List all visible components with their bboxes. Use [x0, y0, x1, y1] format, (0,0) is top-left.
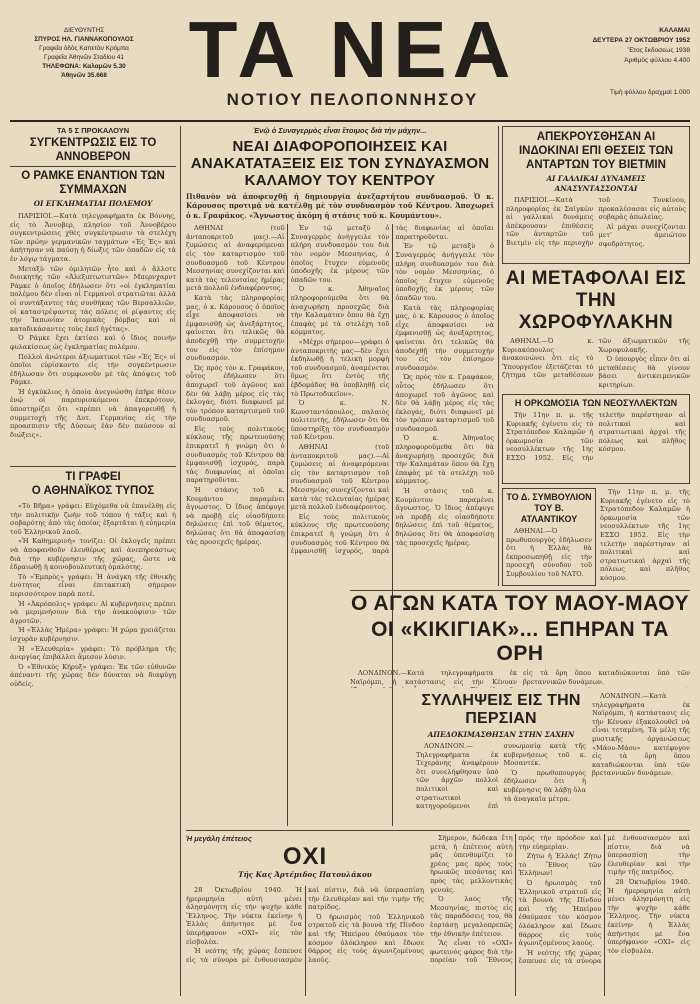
paragraph: Ὁ ὑπουργὸς εἶπεν ὅτι αἱ μεταθέσεις θὰ γίνουν βάσει ἀντικειμενικῶν κριτηρίων.	[598, 355, 690, 389]
article-body	[10, 502, 176, 688]
article-body	[10, 212, 176, 439]
paragraph: Ἡ νεότης τῆς χώρας ἔσπευσε εἰς τὰ σύνορα μὲ ἐνθουσιασμὸν καὶ πίστιν, διὰ νὰ ὑπερασπίσῃ τὴν ἐλευθερίαν καὶ τὴν τιμὴν τῆς πατρίδος.	[518, 834, 690, 966]
paragraph: Μεταξὺ τῶν ὁμιλητῶν ἦτο καὶ ὁ ἄλλοτε διοικητὴς τῶν «Ἀλεξιπτωτιστῶν» Μπερνχαρντ Ράμκε ὁ ὁποῖος ἐδήλωσεν ὅτι «οἱ ἐγκληματίαι πολέμου δὲν εἶναι οἱ Γερμανοὶ στρατιῶται ἀλλὰ οἱ συντάξαντες τὰς συνθήκας τῶν Βερσαλλιῶν, οἱ καταστρέψαντες τὰς πόλεις οἱ ρίψαντες εἰς τὴν Ἰαπωνίαν ἀτομικὰς βόμβας καὶ οἱ καταδικάσαντες τοὺς ἐκεῖ ἡγέτας».	[10, 264, 176, 333]
masthead-right-line: ΔΕΥΤΕΡΑ 27 ΟΚΤΩΒΡΙΟΥ 1952	[592, 37, 690, 44]
paragraph: Τὴν 11ην π. μ. τῆς Κυριακῆς ἐγένετο εἰς τὸ Στρατόπεδον Καλαμῶν ἡ ὁρκωμοσία τῶν νεοσυλλέκτων τῆς 1ης ΕΣΣΟ 1952. Εἰς τὴν τελετὴν παρέστησαν αἱ πολιτικαὶ καὶ στρατιωτικαὶ ἀρχαὶ τῆς πόλεως καὶ πλῆθος κόσμου.	[600, 488, 690, 582]
article-subheadline: ΑΠΕΔΟΚΙΜΑΣΘΗΣΑΝ ΣΤΗΝ ΣΑΧΗΝ	[427, 730, 575, 739]
paragraph: Ὁ κ. Ἀθηναῖος πληροφορούμεθα ὅτι θὰ ἀναχωρήσῃ προσεχῶς διὰ τὴν Καλαμάταν ὅπου θὰ ἔχῃ ἐπαφὰς μὲ τὰ στελέχη τοῦ κόμματος.	[290, 285, 390, 337]
divider	[10, 466, 176, 467]
paragraph: ΛΟΝΔΙΝΟΝ.—Τηλεγραφήματα ἐκ Τεχεράνης ἀναφέρουν ὅτι συνελήφθησαν ὑπὸ τῶν ἀρχῶν πολλοὶ πολιτικοὶ καὶ στρατιωτικοὶ κατηγορούμενοι ἐπὶ συνωμοσίᾳ κατὰ τῆς κυβερνήσεως τοῦ κ. Μοσαντέκ.	[416, 742, 586, 811]
article-byline: Τῆς Κας Ἀρτέμιδος Πατουλάκου	[238, 870, 372, 879]
paragraph: ΑΘΗΝΑΙ (τοῦ ἀνταποκριτοῦ μας).—Αἱ ζυμώσεις αἱ ἀναφερόμεναι εἰς τὸν καταρτισμὸν τοῦ συνδυασμοῦ τοῦ Κέντρου Μεσσηνίας συνεχίζονται καὶ κατὰ τὰς τελευταίας ἡμέρας μετὰ πολλοῦ ἐνδιαφέροντος.	[186, 224, 285, 293]
column-1-press-review	[10, 470, 176, 996]
column-1-article	[10, 126, 176, 462]
paragraph: ΑΘΗΝΑΙ (τοῦ ἀνταποκριτοῦ μας).—Αἱ ζυμώσεις αἱ ἀναφερόμεναι εἰς τὸν καταρτισμὸν τοῦ συνδυασμοῦ τοῦ Κέντρου Μεσσηνίας συνεχίζονται καὶ κατὰ τὰς τελευταίας ἡμέρας μετὰ πολλοῦ ἐνδιαφέροντος.	[290, 443, 390, 512]
paragraph: 28 Ὀκτωβρίου 1940. Ἡ ἡμερομηνία αὐτὴ μένει ἀλησμόνητη εἰς τὴν ψυχὴν κάθε Ἕλληνος. Τὴν νύκτα ἐκείνην ἡ Ἑλλὰς ἀπήντησε μὲ ἕνα ὑπερήφανον «ΟΧΙ» εἰς τὸν εἰσβολέα.	[186, 886, 302, 946]
masthead-left-line: Ἀθηνῶν 35.668	[61, 72, 107, 79]
article-body	[350, 669, 690, 688]
article-kicker: Ἡ μεγάλη ἐπέτειος	[186, 834, 252, 843]
masthead-rule	[10, 120, 690, 122]
column-rule	[498, 126, 499, 586]
paragraph: Πολλοὶ ἀνώτεροι ἀξιωματικοὶ τῶν «Ἐς Ἐς» οἱ ὁποῖοι εὑρίσκοντο εἰς τὴν συγκέντρωσιν ἐδήλωσαν ὅτι συμφωνοῦν μὲ τὰς ἀπόψεις τοῦ Ράμκε.	[10, 352, 176, 387]
paragraph: Ὁ «Ἐθνικὸς Κήρυξ» γράφει: Ἐκ τῶν εὐθυνῶν ἀπέναντι τῆς χώρας δὲν δύναται νὰ διαφύγῃ οὐδείς.	[10, 662, 176, 688]
paragraph: Ὁ κ. Ν. Κωνσταντόπουλος, παλαιὸς πολιτευτής, ἐδήλωσεν ὅτι θὰ ὑποστηρίξῃ τὸν συνδυασμὸν τοῦ Κέντρου.	[290, 399, 390, 442]
paragraph: Ὡς πρὸς τὸν κ. Γραφάκον, οὗτος ἐδήλωσεν ὅτι ἀποχωρεῖ τοῦ ἀγῶνος καὶ δὲν θὰ λάβῃ μέρος εἰς τὰς ἐκλογάς, διότι διαφωνεῖ μὲ τὸν τρόπον καταρτισμοῦ τοῦ συνδυασμοῦ.	[395, 373, 494, 433]
paragraph: Ἡ στάσις τοῦ κ. Κουμάντου παραμένει ἄγνωστος. Ὁ ἴδιος ἀπέφυγε νὰ προβῇ εἰς οἱασδήποτε δηλώσεις ἐπὶ τοῦ θέματος, δηλώσας ὅτι θὰ ἀποφασίσῃ τὰς προσεχεῖς ἡμέρας.	[395, 487, 494, 547]
article-headline: ΟΙ «ΚΙΚΙΓΙΑΚ»... ΕΠΗΡΑΝ ΤΑ ΟΡΗ	[371, 618, 669, 665]
paragraph: Ὁ λαὸς τῆς Μεσσηνίας, πιστὸς εἰς τὰς παραδόσεις του, θὰ ἑορτάσῃ μεγαλοπρεπῶς τὴν ἐθνικὴν ἐπέτειον.	[430, 895, 513, 938]
paragraph: Κατὰ τὰς πληροφορίας μας, ὁ κ. Κάρουσος ὁ ὁποῖος εἶχε ἀποφασίσει νὰ ἐμφανισθῇ ὡς ἀνεξάρτητος, φαίνεται ὅτι τελικῶς θὰ ἀποδεχθῇ τὴν συμμετοχήν του εἰς τὸν ἐπίσημον συνδυασμόν.	[395, 303, 494, 372]
paragraph: Κατὰ τὰς πληροφορίας μας, ὁ κ. Κάρουσος ὁ ὁποῖος εἶχε ἀποφασίσει νὰ ἐμφανισθῇ ὡς ἀνεξάρτητος, φαίνεται ὅτι τελικῶς θὰ ἀποδεχθῇ τὴν συμμετοχήν του εἰς τὸν ἐπίσημον συνδυασμόν.	[186, 293, 285, 363]
article-body	[502, 337, 690, 390]
masthead-left-info	[10, 26, 158, 80]
paragraph: Ὁ ἡρωισμὸς τοῦ Ἑλληνικοῦ στρατοῦ εἰς τὰ βουνὰ τῆς Πίνδου καὶ τῆς Ἠπείρου ἐθαύμασε τὸν κόσμον ὁλόκληρον καὶ ἔδωσε θάρρος εἰς τοὺς ἀγωνιζομένους λαούς.	[308, 912, 424, 964]
article-body	[506, 527, 592, 579]
divider	[10, 166, 176, 167]
masthead-left-line: ΔΙΕΥΘΥΝΤΗΣ	[63, 27, 105, 34]
article-headline: Ο ΑΘΗΝΑΪΚΟΣ ΤΥΠΟΣ	[31, 485, 155, 497]
article-lead: Πιθανὸν νὰ ἀποφευχθῇ ἡ δημιουργία ἀνεξαρτήτου συνδυασμοῦ. Ὁ κ. Κάρουσος προτιμᾷ νὰ κατέλθῃ μὲ τὸν συνδυασμὸν τοῦ Κέντρου. Ἀποχωρεῖ ὁ κ. Γραφάκος. «Ἄγνωστος ἀκόμη ἡ στάσις τοῦ κ. Κουμάντου».	[186, 192, 494, 220]
article-subheadline: ΟΙ ΕΓΚΛΗΜΑΤΙΑΙ ΠΟΛΕΜΟΥ	[33, 199, 153, 208]
masthead-left-line: Γραφεῖα Ἀθηνῶν Σταδίου 41	[44, 54, 124, 61]
oath-article	[502, 394, 690, 484]
paragraph: Ἂς εἶναι τὸ «ΟΧΙ» φωτεινὸς φάρος διὰ τὴν πορείαν τοῦ Ἔθνους πρὸς τὴν πρόοδον καὶ τὴν εὐημερίαν.	[430, 834, 602, 965]
article-headline: ΝΕΑΙ ΔΙΑΦΟΡΟΠΟΙΗΣΕΙΣ ΚΑΙ ΑΝΑΚΑΤΑΤΑΞΕΙΣ ΕΙΣ ΤΟΝ ΣΥΝΔΥΑΣΜΟΝ ΚΑΛΑΜΟΥ ΤΟΥ ΚΕΝΤΡΟΥ	[190, 138, 490, 189]
oxi-header	[186, 834, 424, 880]
article-headline: Ο ΡΑΜΚΕ ΕΝΑΝΤΙΟΝ ΤΩΝ ΣΥΜΜΑΧΩΝ	[21, 170, 165, 196]
masthead	[10, 8, 690, 120]
oath-article-continued	[600, 488, 690, 586]
paragraph: Ἐν τῷ μεταξὺ ὁ Συναγερμὸς ἀνήγγειλε τὸν πλήρη συνδυασμόν του διὰ τὸν νομὸν Μεσσηνίας, ὁ ὁποῖος ἔτυχεν εὐμενοῦς ὑποδοχῆς ἐκ μέρους τῶν ὀπαδῶν του.	[290, 224, 390, 284]
newspaper-page	[10, 8, 690, 996]
article-body	[416, 742, 586, 811]
nato-article	[502, 488, 596, 586]
masthead-left-line: Γραφεῖα ὁδὸς Καπετὰν Κρόμπα	[39, 45, 129, 52]
gendarmerie-article	[502, 268, 690, 390]
paragraph: 28 Ὀκτωβρίου 1940. Ἡ ἡμερομηνία αὐτὴ μένει ἀλησμόνητη εἰς τὴν ψυχὴν κάθε Ἕλληνος. Τὴν νύκτα ἐκείνην ἡ Ἑλλὰς ἀπήντησε μὲ ἕνα ὑπερήφανον «ΟΧΙ» εἰς τὸν εἰσβολέα.	[607, 877, 690, 955]
paragraph: Ἡ «Ἀκρόπολις» γράφει: Αἱ κυβερνήσεις πρέπει νὰ μεριμνήσουν διὰ τὴν ἀνακούφισιν τῶν ἀγροτῶν.	[10, 599, 176, 625]
divider	[186, 830, 690, 831]
article-headline: ΑΠΕΚΡΟΥΣΘΗΣΑΝ ΑΙ ΙΝΔΟΚΙΝΑΙ ΕΠΙ ΘΕΣΕΙΣ ΤΩΝ ΑΝΤΑΡΤΩΝ ΤΟΥ ΒΙΕΤΜΙΝ	[518, 131, 674, 171]
oxi-article	[186, 834, 690, 996]
article-body	[506, 411, 686, 463]
newspaper-subtitle: ΝΟΤΙΟΥ ΠΕΛΟΠΟΝΝΗΣΟΥ	[226, 90, 479, 109]
article-subheadline: ΑΙ ΓΑΛΛΙΚΑΙ ΔΥΝΑΜΕΙΣ ΑΝΑΣΥΝΤΑΣΣΟΝΤΑΙ	[546, 174, 646, 193]
paragraph: «Ἡ Καθημερινὴ» τονίζει: Οἱ ἐκλογεῖς πρέπει νὰ ἀποφανθοῦν ἐλευθέρως καὶ ἀνεπηρεάστως διὰ τὴν κυβέρνησιν τῆς χώρας, ὥστε νὰ ἐδραιωθῇ ἡ κοινοβουλευτικὴ ὁμαλότης.	[10, 537, 176, 572]
masthead-left-line: ΤΗΛΕΦΩΝΑ: Καλαμῶν 5.30	[42, 63, 126, 70]
paragraph: Ἡ «Ἑλλὰς Ἡμέρα» γράφει: Ἡ χώρα χρειάζεται ἰσχυρὰν κυβέρνησιν.	[10, 626, 176, 643]
masthead-right-line: Ἔτος ἔκδοσεως 1938	[627, 47, 690, 54]
paragraph: Εἰς τοὺς πολιτικοὺς κύκλους τῆς πρωτευούσης ἐπικρατεῖ ἡ γνώμη ὅτι ὁ συνδυασμὸς τοῦ Κέντρου θὰ ἐμφανισθῇ ἰσχυρός, παρὰ τὰς διαφωνίας αἱ ὁποῖαι παρατηροῦνται.	[186, 424, 285, 485]
paragraph: Αἱ μάχαι συνεχίζονται μετ’ ἀμειώτου σφοδρότητος.	[598, 222, 686, 248]
article-headline: ΟΧΙ	[282, 843, 328, 870]
paragraph: Ὁ Ράμκε ἔχει ἐκτίσει καὶ ὁ ἴδιος ποινὴν φυλακίσεως ὡς ἐγκληματίας πολέμου.	[10, 334, 176, 351]
article-body	[600, 488, 690, 583]
newspaper-title: ΤΑ ΝΕΑ	[188, 8, 517, 94]
article-headline: Ο ΑΓΩΝ ΚΑΤΑ ΤΟΥ ΜΑΟΥ-ΜΑΟΥ	[351, 592, 689, 615]
paragraph: Ἡ «Ἐλευθερία» γράφει: Τὸ πρόβλημα τῆς ἀνεργίας ἐπιβάλλει ἄμεσον λύσιν.	[10, 644, 176, 662]
paragraph: Ὁ κ. Ἀθηναῖος πληροφορούμεθα ὅτι θὰ ἀναχωρήσῃ προσεχῶς διὰ τὴν Καλαμάταν ὅπου θὰ ἔχῃ ἐπαφὰς μὲ τὰ στελέχη τοῦ κόμματος.	[395, 434, 494, 486]
paragraph: Ὁ ἡρωισμὸς τοῦ Ἑλληνικοῦ στρατοῦ εἰς τὰ βουνὰ τῆς Πίνδου καὶ τῆς Ἠπείρου ἐθαύμασε τὸν κόσμον ὁλόκληρον καὶ ἔδωσε θάρρος εἰς τοὺς ἀγωνιζομένους λαούς.	[518, 878, 602, 948]
paragraph: Ἡ στάσις τοῦ κ. Κουμάντου παραμένει ἄγνωστος. Ὁ ἴδιος ἀπέφυγε νὰ προβῇ εἰς οἱασδήποτε δηλώσεις ἐπὶ τοῦ θέματος, δηλώσας ὅτι θὰ ἀποφασίσῃ τὰς προσεχεῖς ἡμέρας.	[186, 486, 285, 546]
paragraph: ΛΟΝΔΙΝΟΝ.—Κατὰ τηλεγραφήματα ἐκ Ναϊρόμπι, ἡ κατάστασις εἰς τὴν Κένυαν εἰς τὰ ὄρη ὅπου καταδιώκονται ὑπὸ τῶν βρεταννικῶν δυνάμεων.	[350, 669, 690, 686]
article-headline: ΑΙ ΜΕΤΑΦΟΛΑΙ ΕΙΣ ΤΗΝ ΧΩΡΟΦΥΛΑΚΗΝ	[505, 268, 687, 333]
paragraph: Ὁ πρωθυπουργὸς ἐδήλωσεν ὅτι ἡ κυβέρνησις θὰ λάβῃ ὅλα τὰ ἀναγκαῖα μέτρα.	[503, 768, 586, 803]
article-kicker: Ἐνῷ ὁ Συναγερμὸς εἶναι ἕτοιμος διὰ τὴν μάχην...	[253, 126, 427, 135]
article-headline: Η ΟΡΚΩΜΟΣΙΑ ΤΩΝ ΝΕΟΣΥΛΛΕΚΤΩΝ	[514, 398, 678, 408]
paragraph: «Μέχρι σήμερον—γράφει ὁ ἀνταποκριτής μας—δὲν ἔχει ἐκδηλωθῇ ἡ τελικὴ μορφὴ τοῦ συνδυασμοῦ, ἀναμένεται ὅμως ὅτι ἐντὸς τῆς ἑβδομάδος θὰ ὑποβληθῇ εἰς τὸ Πρωτοδικεῖον».	[290, 337, 390, 398]
article-kicker: ΤΑ 5 Σ ΠΡΟΚΑΛΟΥΝ	[56, 126, 130, 135]
article-body	[592, 692, 690, 778]
paragraph: Ἡ ἐγκύκλιος ἡ ὁποία ἀνεγνώσθη ἐπῆρε θέσιν ἐνῴ οἱ παρευρισκόμενοι ἐπεκρότουν, ὑποστηρίζει ὅτι «πρέπει νὰ ἀπαγορευθῇ ἡ συμμετοχὴ τῆς Δυτ. Γερμανίας εἰς τὴν προασπισιν τῆς Δύσεως ἐὰν δὲν παύσουν αἱ διώξεις».	[10, 387, 176, 439]
article-body	[506, 196, 686, 249]
article-body-continued	[430, 834, 690, 996]
paragraph: Ὡς πρὸς τὸν κ. Γραφάκον, οὗτος ἐδήλωσεν ὅτι ἀποχωρεῖ τοῦ ἀγῶνος καὶ δὲν θὰ λάβῃ μέρος εἰς τὰς ἐκλογάς, διότι διαφωνεῖ μὲ τὸν τρόπον καταρτισμοῦ τοῦ συνδυασμοῦ.	[186, 363, 285, 424]
article-headline: ΤΟ Δ. ΣΥΜΒΟΥΛΙΟΝ ΤΟΥ Β. ΑΤΛΑΝΤΙΚΟΥ	[506, 492, 592, 524]
column-rule	[180, 126, 181, 996]
paragraph: Ζήτω ἡ Ἑλλάς! Ζήτω τὸ Ἔθνος τῶν Ἑλλήνων!	[518, 852, 602, 878]
masthead-right-line: Τιμὴ φύλλου δραχμαὶ 1.000	[609, 89, 690, 96]
masthead-right-line: ΚΑΛΑΜΑΙ	[659, 27, 690, 34]
mau-mau-article	[350, 592, 690, 688]
paragraph: ΑΘΗΝΑΙ.—Ὁ κ. Κυριακόπουλος ἀνακοινώνει ὅτι εἰς τὸ Ὑπουργεῖον ἐξετάζεται τὸ ζήτημα τῶν μεταθέσεων τῶν ἀξιωματικῶν τῆς Χωροφυλακῆς.	[502, 337, 690, 380]
paragraph: Τὸ «Ἐμπρὸς» γράφει: Ἡ ἀνάγκη τῆς ἐθνικῆς ἑνότητος εἶναι ἐπιτακτικὴ σήμερον περισσότερον παρὰ ποτέ.	[10, 572, 176, 598]
paragraph: Τὴν 11ην π. μ. τῆς Κυριακῆς ἐγένετο εἰς τὸ Στρατόπεδον Καλαμῶν ἡ ὁρκωμοσία τῶν νεοσυλλέκτων τῆς 1ης ΕΣΣΟ 1952. Εἰς τὴν τελετὴν παρέστησαν αἱ πολιτικαὶ καὶ στρατιωτικαὶ ἀρχαὶ τῆς πόλεως καὶ πλῆθος κόσμου.	[506, 411, 686, 462]
divider	[350, 590, 690, 591]
paragraph: Σήμερον, δώδεκα ἔτη μετά, ἡ ἐπέτειος αὐτὴ μᾶς ὑπενθυμίζει τὸ χρέος μας πρὸς τοὺς ἡρωικῶς πεσόντας καὶ πρὸς τὰς μελλοντικὰς γενεάς.	[430, 834, 513, 894]
article-body	[186, 886, 424, 996]
paragraph: ΛΟΝΔΙΝΟΝ.—Κατὰ τηλεγραφήματα ἐκ Ναϊρόμπι, ἡ κατάστασις εἰς τὴν Κένυαν ἐξακολουθεῖ νὰ εἶναι τεταμένη. Τὰ μέλη τῆς μυστικῆς ὀργανώσεως «Μάου-Μάου» κατέφυγον εἰς τὰ ὄρη ὅπου καταδιώκονται ὑπὸ τῶν βρεταννικῶν δυνάμεων.	[592, 692, 690, 778]
article-headline: ΣΥΛΛΗΨΕΙΣ ΕΙΣ ΤΗΝ ΠΕΡΣΙΑΝ	[421, 692, 581, 727]
paragraph: ΠΑΡΙΣΙΟΙ.—Κατὰ τηλεγραφήματα ἐκ Βόννης, εἰς τὸ Ἄννοβερ, πλησίον τοῦ Ἀννοβέρου συγκεντρώσεις χθὲς συγκέντρωσιν τὰ στελέχη τῶν πρώην γερμανικῶν ταγμάτων «Ἐς Ἐς» καὶ ἀπήτησαν νὰ παύσῃ ἡ δίωξις τῶν ὀπαδῶν εἰς τὰ ἐν λόγῳ τάγματα.	[10, 212, 176, 263]
mau-mau-article-continued	[592, 692, 690, 826]
article-kicker: ΤΙ ΓΡΑΦΕΙ	[65, 471, 121, 483]
paragraph: ΑΘΗΝΑΙ.—Ὁ πρωθυπουργὸς ἐδήλωσεν ὅτι ἡ Ἑλλὰς θὰ ἐκπροσωπηθῇ εἰς τὴν προσεχῆ σύνοδον τοῦ Συμβουλίου τοῦ ΝΑΤΟ.	[506, 527, 592, 578]
indochina-article	[502, 126, 690, 264]
paragraph: ΠΑΡΙΣΙΟΙ.—Κατὰ πληροφορίας ἐκ Σαϊγκὼν αἱ γαλλικαὶ δυνάμεις ἀπέκρουσαν ἐπιθέσεις τῶν ἀνταρτῶν τοῦ Βιετμὶν εἰς τὴν περιοχὴν τοῦ Τονκίνου, προκαλέσασαι εἰς αὐτοὺς σοβαρὰς ἀπωλείας.	[506, 196, 686, 247]
paragraph: Ἐν τῷ μεταξὺ ὁ Συναγερμὸς ἀνήγγειλε τὸν πλήρη συνδυασμόν του διὰ τὸν νομὸν Μεσσηνίας, ὁ ὁποῖος ἔτυχεν εὐμενοῦς ὑποδοχῆς ἐκ μέρους τῶν ὀπαδῶν του.	[395, 242, 494, 302]
article-headline: ΣΥΓΚΕΝΤΡΩΣΙΣ ΕΙΣ ΤΟ ΑΝΝΟΒΕΡΟΝ	[29, 137, 157, 163]
persia-article	[416, 692, 586, 826]
paragraph: «Τὸ Βῆμα» γράφει: Εὐχόμεθα νὰ ἐπανέλθῃ εἰς τὴν πολιτικὴν ζωὴν τοῦ τόπου ἡ τάξις καὶ ἡ σοβαρότης ἀπὸ τὰς ὁποίας ἐξαρτᾶται ἡ εὐημερία τοῦ Ἑλληνικοῦ λαοῦ.	[10, 502, 176, 536]
masthead-right-info	[550, 26, 690, 98]
paragraph: Εἰς τοὺς πολιτικοὺς κύκλους τῆς πρωτευούσης ἐπικρατεῖ ἡ γνώμη ὅτι ὁ συνδυασμὸς τοῦ Κέντρου θὰ ἐμφανισθῇ ἰσχυρός, παρὰ τὰς διαφωνίας αἱ ὁποῖαι παρατηροῦνται.	[290, 224, 494, 556]
masthead-right-line: Ἀριθμὸς φύλλου 4.400	[624, 57, 690, 64]
paragraph: Ἡ νεότης τῆς χώρας ἔσπευσε εἰς τὰ σύνορα μὲ ἐνθουσιασμὸν καὶ πίστιν, διὰ νὰ ὑπερασπίσῃ τὴν ἐλευθερίαν καὶ τὴν τιμὴν τῆς πατρίδος.	[186, 886, 424, 964]
masthead-left-line: ΣΠΥΡΟΣ ΗΛ. ΓΙΑΝΝΑΚΟΠΟΥΛΟΣ	[34, 36, 134, 43]
